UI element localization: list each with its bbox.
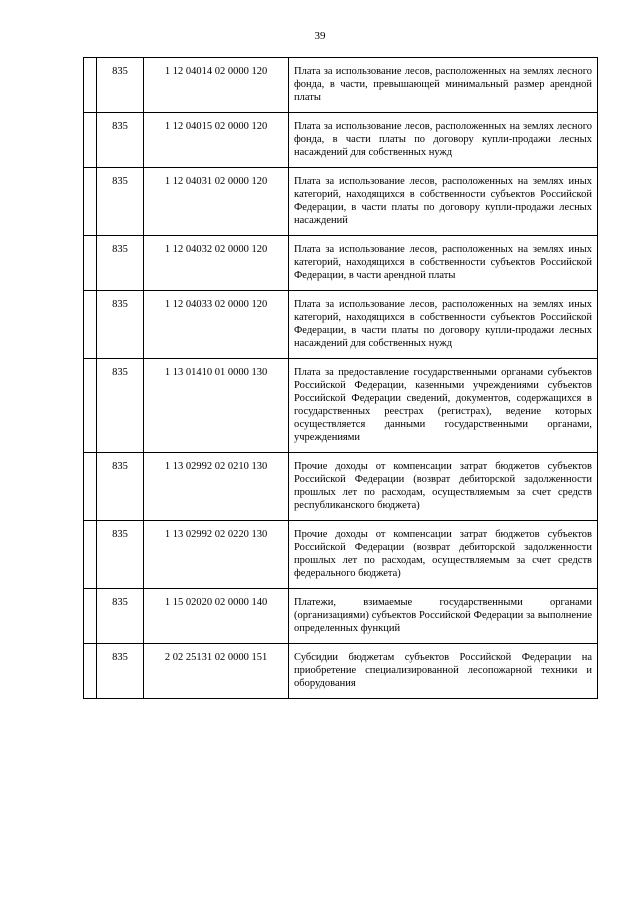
revenue-name-cell: Прочие доходы от компенсации затрат бюджетов субъектов Российской Федерации (возврат дебиторской задолженности прошлых лет по расходам, осуществляемым за счет средств республиканского бюджета) (289, 453, 598, 521)
table-row (84, 236, 598, 291)
revenue-name-cell: Плата за предоставление государственными органами субъектов Российской Федерации, казенными учреждениями субъектов Российской Федерации сведений, документов, содержащихся в государственных реестрах (регистрах), ведение которых осуществляется данными государственными органами, учреждениями (289, 359, 598, 453)
revenue-name-cell: Платежи, взимаемые государственными органами (организациями) субъектов Российской Федерации за выполнение определенных функций (289, 589, 598, 644)
revenue-name-cell: Прочие доходы от компенсации затрат бюджетов субъектов Российской Федерации (возврат дебиторской задолженности прошлых лет по расходам, осуществляемым за счет средств федерального бюджета) (289, 521, 598, 589)
admin-code-cell: 835 (97, 589, 144, 644)
budget-code-cell: 1 13 02992 02 0220 130 (144, 521, 289, 589)
empty-cell (84, 236, 97, 291)
admin-code-cell: 835 (97, 453, 144, 521)
budget-code-cell: 1 15 02020 02 0000 140 (144, 589, 289, 644)
table-row (84, 113, 598, 168)
empty-cell (84, 168, 97, 236)
empty-cell (84, 453, 97, 521)
empty-cell (84, 291, 97, 359)
budget-code-cell: 1 12 04014 02 0000 120 (144, 58, 289, 113)
revenue-name-cell: Плата за использование лесов, расположенных на землях иных категорий, находящихся в собственности субъектов Российской Федерации, в части платы по договору купли-продажи лесных насаждений для собственных нужд (289, 291, 598, 359)
empty-cell (84, 644, 97, 699)
empty-cell (84, 359, 97, 453)
admin-code-cell: 835 (97, 113, 144, 168)
admin-code-cell: 835 (97, 359, 144, 453)
budget-code-cell: 1 12 04032 02 0000 120 (144, 236, 289, 291)
table-row (84, 589, 598, 644)
table-row (84, 453, 598, 521)
revenue-name-cell: Плата за использование лесов, расположенных на землях лесного фонда, в части платы по договору купли-продажи лесных насаждений для собственных нужд (289, 113, 598, 168)
table-row (84, 644, 598, 699)
table-row (84, 359, 598, 453)
revenue-name-cell: Плата за использование лесов, расположенных на землях иных категорий, находящихся в собственности субъектов Российской Федерации, в части арендной платы (289, 236, 598, 291)
page-number: 39 (314, 30, 326, 42)
admin-code-cell: 835 (97, 236, 144, 291)
budget-classification-table (83, 57, 598, 699)
admin-code-cell: 835 (97, 168, 144, 236)
admin-code-cell: 835 (97, 644, 144, 699)
budget-code-cell: 1 12 04031 02 0000 120 (144, 168, 289, 236)
empty-cell (84, 589, 97, 644)
budget-code-cell: 2 02 25131 02 0000 151 (144, 644, 289, 699)
table-row (84, 521, 598, 589)
admin-code-cell: 835 (97, 521, 144, 589)
empty-cell (84, 521, 97, 589)
revenue-name-cell: Плата за использование лесов, расположенных на землях иных категорий, находящихся в собственности субъектов Российской Федерации, в части платы по договору купли-продажи лесных насаждений (289, 168, 598, 236)
empty-cell (84, 113, 97, 168)
table-row (84, 291, 598, 359)
table-row (84, 58, 598, 113)
table-row (84, 168, 598, 236)
budget-code-cell: 1 12 04033 02 0000 120 (144, 291, 289, 359)
revenue-name-cell: Плата за использование лесов, расположенных на землях лесного фонда, в части, превышающей минимальный размер арендной платы (289, 58, 598, 113)
empty-cell (84, 58, 97, 113)
admin-code-cell: 835 (97, 291, 144, 359)
admin-code-cell: 835 (97, 58, 144, 113)
revenue-name-cell: Субсидии бюджетам субъектов Российской Федерации на приобретение специализированной лесопожарной техники и оборудования (289, 644, 598, 699)
budget-code-cell: 1 13 02992 02 0210 130 (144, 453, 289, 521)
budget-code-cell: 1 13 01410 01 0000 130 (144, 359, 289, 453)
budget-code-cell: 1 12 04015 02 0000 120 (144, 113, 289, 168)
